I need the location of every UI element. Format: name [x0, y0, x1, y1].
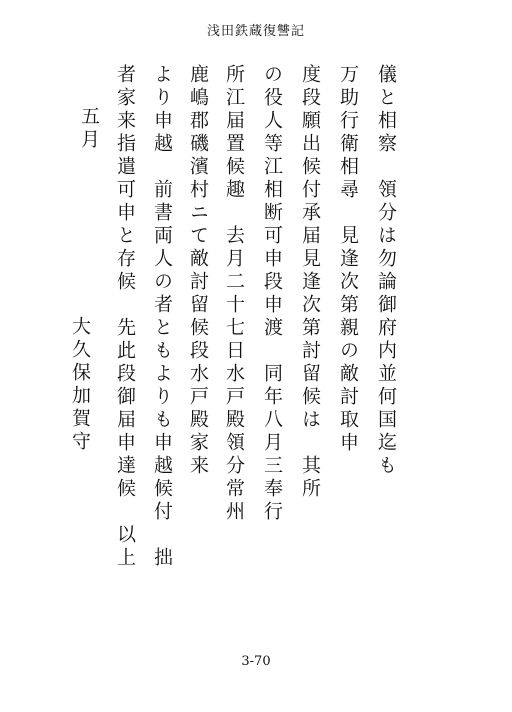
text-column-6: 鹿嶋郡磯濱村ニて敵討留候段水戸殿家来: [187, 64, 209, 478]
page-number: 3-70: [241, 654, 271, 669]
text-column-2: 万助行衛相尋 見逢次第親の敵討取申: [337, 64, 359, 455]
text-column-7: より申越 前書両人の者ともよりも申越候付 拙: [151, 64, 173, 570]
text-column-4: の役人等江相断可申段申渡 同年八月三奉行: [261, 64, 283, 524]
date-column: 五月: [78, 106, 100, 152]
text-column-1: 儀と相察 領分は勿論御府内並何国迄も: [375, 64, 397, 478]
text-column-3: 度段願出候付承届見逢次第討留候は 其所: [299, 64, 321, 501]
signature: 大久保加賀守: [69, 316, 91, 454]
text-column-8: 者家来指遣可申と存候 先此段御届申達候 以上: [114, 64, 136, 570]
document-title: 浅田鉄蔵復讐記: [206, 24, 305, 39]
text-column-5: 所江届置候趣 去月二十七日水戸殿領分常州: [223, 64, 245, 524]
